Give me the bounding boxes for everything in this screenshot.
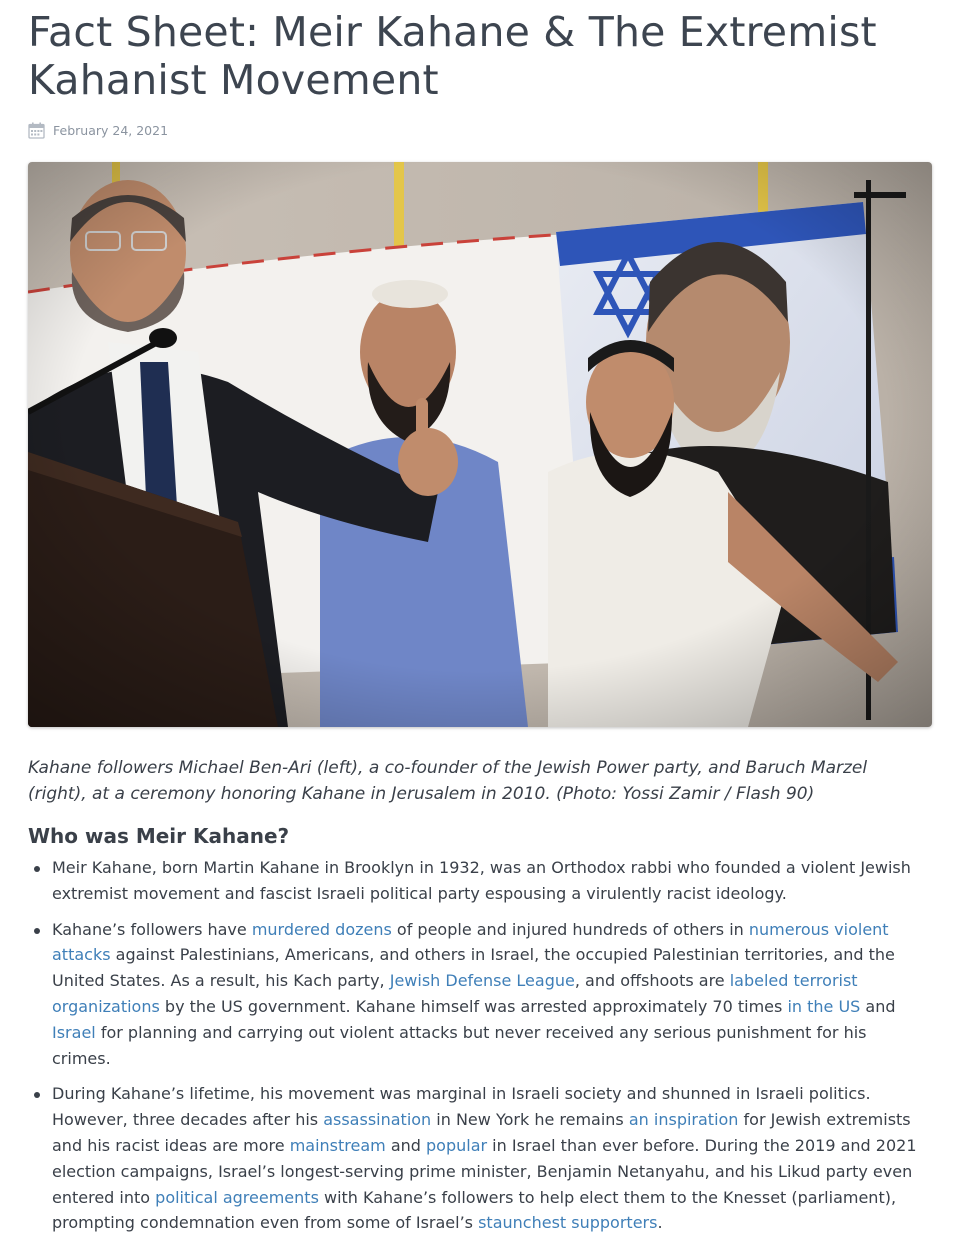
link-mainstream[interactable]: mainstream (289, 1135, 386, 1155)
list-item-text: for planning and carrying out violent attacks but never received any serious punishment for his crimes. (52, 1022, 867, 1068)
list-item-text: with Kahane’s followers to help elect them to the Knesset (parliament), prompting condemnation even from some of Israel’s (52, 1187, 897, 1233)
photo-caption: Kahane followers Michael Ben-Ari (left), a co-founder of the Jewish Power party, and Baruch Marzel (right), at a ceremony honoring Kahane in Jerusalem in 2010. (Photo: Yossi Zamir / Flash 90) (28, 758, 868, 804)
list-item-text: and (385, 1135, 427, 1155)
list-item-text: in Israel than ever before. During the 2019 and 2021 election campaigns, Israel’s longest-serving prime minister, Benjamin Netanyahu, and his Likud party even entered into (52, 1135, 917, 1207)
list-item-text: in New York he remains (431, 1110, 629, 1130)
link-labeled-terrorist-organizations[interactable]: labeled terrorist organizations (52, 971, 858, 1016)
list-item-text: Meir Kahane, born Martin Kahane in Brooklyn in 1932, was an Orthodox rabbi who founded a violent Jewish extremist movement and fascist Israeli political party espousing a virulently racist ideology. (52, 858, 911, 903)
link-staunchest-supporters[interactable]: staunchest supporters (478, 1213, 658, 1233)
link-political-agreements[interactable]: political agreements (155, 1187, 319, 1207)
ceremony-photo-illustration (28, 162, 932, 727)
list-item-text: for Jewish extremists and his racist ideas are more (52, 1110, 911, 1155)
fact-list (28, 855, 930, 1246)
list-item (28, 855, 930, 907)
list-item-text: , and offshoots are (574, 971, 730, 991)
article-title: Fact Sheet: Meir Kahane & The Extremist Kahanist Movement (28, 8, 877, 104)
article-photo (28, 162, 932, 727)
list-item-text: against Palestinians, Americans, and others in Israel, the occupied Palestinian territories, and the United States. As a result, his Kach party, (52, 945, 895, 991)
section-heading: Who was Meir Kahane? (28, 824, 290, 848)
list-item-text: During Kahane’s lifetime, his movement was marginal in Israeli society and shunned in Israeli politics. However, three decades after his (52, 1084, 871, 1130)
calendar-icon (28, 122, 45, 139)
link-israel[interactable]: Israel (52, 1022, 96, 1042)
list-item-text: by the US government. Kahane himself was arrested approximately 70 times (159, 996, 788, 1016)
link-in-the-us[interactable]: in the US (787, 996, 861, 1016)
publish-date: February 24, 2021 (53, 122, 169, 138)
list-item (28, 917, 930, 1072)
list-item-text: Kahane’s followers have (52, 919, 252, 939)
link-an-inspiration[interactable]: an inspiration (628, 1110, 739, 1130)
list-item (28, 1081, 930, 1236)
link-jewish-defense-league[interactable]: Jewish Defense League (389, 971, 575, 991)
list-item-text: of people and injured hundreds of others in (391, 919, 749, 939)
dateline (28, 120, 168, 140)
link-numerous-violent-attacks[interactable]: numerous violent attacks (52, 919, 889, 965)
link-assassination[interactable]: assassination (323, 1110, 432, 1130)
link-popular[interactable]: popular (426, 1135, 488, 1155)
list-item-text: and (860, 996, 896, 1016)
list-item-text: . (657, 1213, 663, 1233)
link-murdered-dozens[interactable]: murdered dozens (251, 919, 392, 939)
